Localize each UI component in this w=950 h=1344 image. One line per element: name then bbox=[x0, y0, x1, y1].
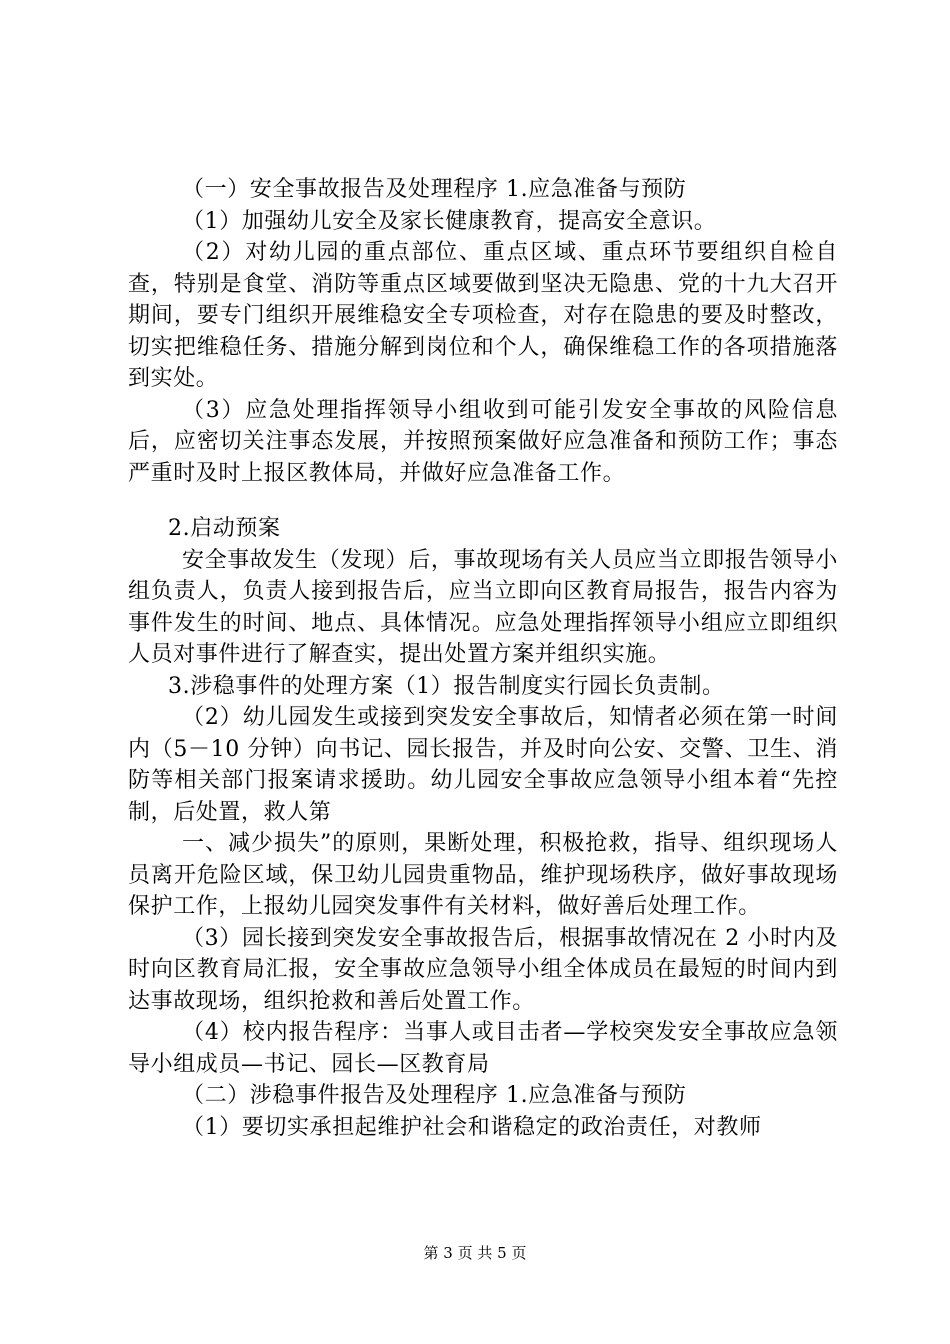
paragraph: （3）园长接到突发安全事故报告后，根据事故情况在 2 小时内及时向区教育局汇报，安全事故应急领导小组全体成员在最短的时间内到达事故现场，组织抢救和善后处置工作。 bbox=[128, 925, 838, 1014]
paragraph: （2）幼儿园发生或接到突发安全事故后，知情者必须在第一时间内（5－10 分钟）向书记、园长报告，并及时向公安、交警、卫生、消防等相关部门报案请求援助。幼儿园安全事故应急领导小组本着“先控制，后处置，救人第 bbox=[128, 705, 838, 825]
paragraph: 安全事故发生（发现）后，事故现场有关人员应当立即报告领导小组负责人，负责人接到报告后，应当立即向区教育局报告，报告内容为事件发生的时间、地点、具体情况。应急处理指挥领导小组应立即组织人员对事件进行了解查实，提出处置方案并组织实施。 bbox=[128, 547, 838, 667]
paragraph: （3）应急处理指挥领导小组收到可能引发安全事故的风险信息后，应密切关注事态发展，并按照预案做好应急准备和预防工作；事态严重时及时上报区教体局，并做好应急准备工作。 bbox=[128, 397, 838, 486]
section-heading-1: （一）安全事故报告及处理程序 1.应急准备与预防 bbox=[182, 177, 687, 202]
page-number-footer: 第 3 页 共 5 页 bbox=[423, 1244, 527, 1262]
paragraph: （1）加强幼儿安全及家长健康教育，提高安全意识。 bbox=[182, 208, 717, 234]
subheading-handling-plan: 3.涉稳事件的处理方案（1）报告制度实行园长负责制。 bbox=[168, 673, 725, 699]
section-heading-2: （二）涉稳事件报告及处理程序 1.应急准备与预防 bbox=[182, 1083, 687, 1108]
subheading-start-plan: 2.启动预案 bbox=[168, 516, 281, 541]
paragraph: （1）要切实承担起维护社会和谐稳定的政治责任，对教师 bbox=[182, 1114, 762, 1140]
document-body bbox=[128, 174, 838, 1143]
paragraph: （2）对幼儿园的重点部位、重点区域、重点环节要组织自检自查，特别是食堂、消防等重点区域要做到坚决无隐患、党的十九大召开期间，要专门组织开展维稳安全专项检查，对存在隐患的要及时整改，切实把维稳任务、措施分解到岗位和个人，确保维稳工作的各项措施落到实处。 bbox=[128, 240, 838, 391]
paragraph: 一、减少损失”的原则，果断处理，积极抢救，指导、组织现场人员离开危险区域，保卫幼儿园贵重物品，维护现场秩序，做好事故现场保护工作，上报幼儿园突发事件有关材料，做好善后处理工作。 bbox=[128, 831, 838, 919]
paragraph: （4）校内报告程序：当事人或目击者—学校突发安全事故应急领导小组成员—书记、园长—区教育局 bbox=[128, 1020, 838, 1077]
paragraph-gap bbox=[128, 489, 838, 513]
